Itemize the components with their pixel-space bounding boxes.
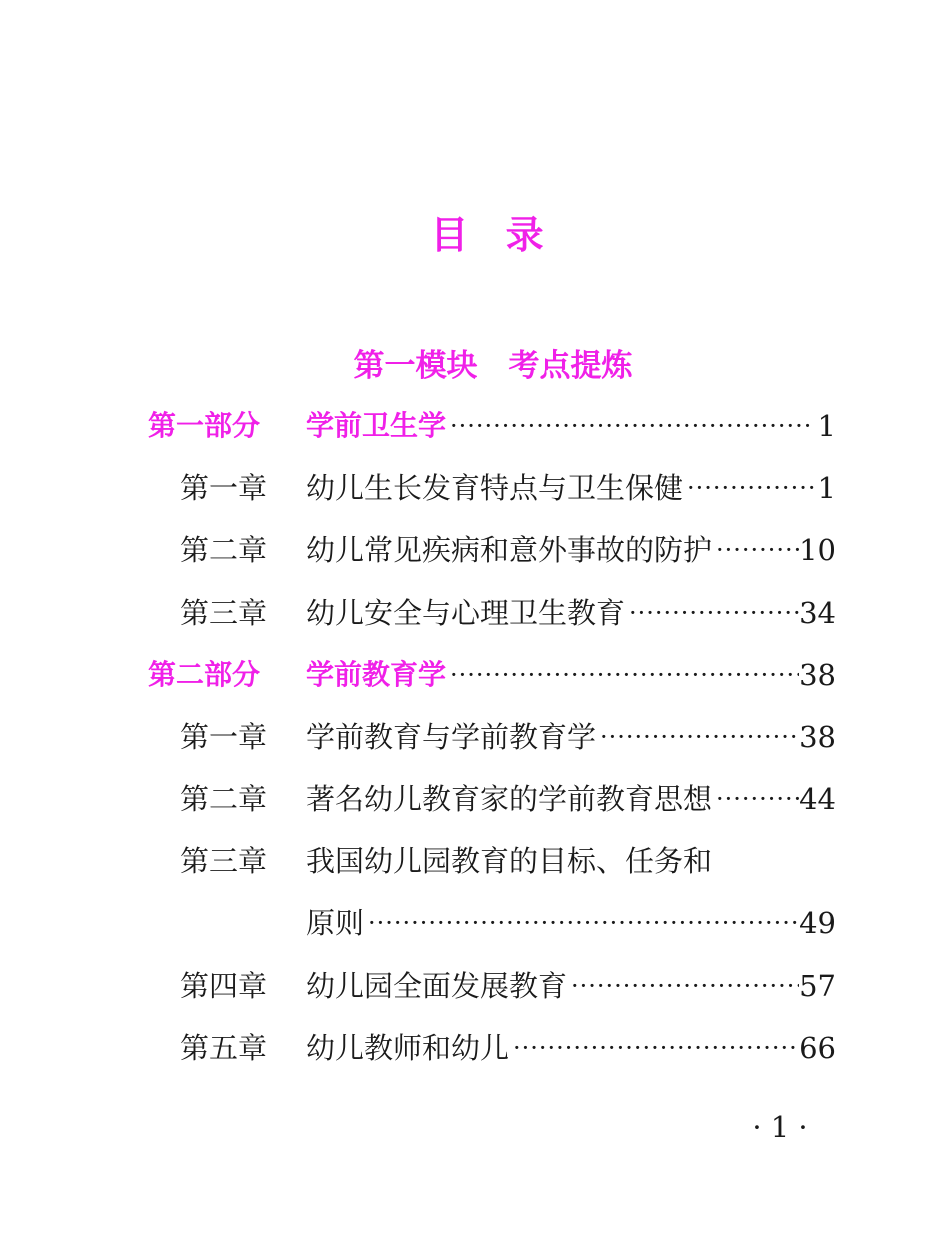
toc-entry-chapter[interactable]	[180, 966, 836, 1006]
entry-page: 44	[799, 782, 836, 816]
dot-leader	[567, 966, 799, 1006]
toc-entry-part-1[interactable]	[148, 406, 836, 446]
dot-leader	[596, 717, 799, 757]
entry-label: 第一章	[180, 720, 268, 754]
toc-entry-chapter[interactable]	[180, 468, 836, 508]
entry-title: 幼儿教师和幼儿	[306, 1031, 510, 1065]
toc-entry-part-2[interactable]	[148, 655, 836, 695]
dot-leader	[683, 468, 814, 508]
entry-page: 38	[799, 658, 836, 692]
entry-label: 第一部分	[148, 409, 261, 442]
dot-leader	[625, 593, 799, 633]
entry-label: 第二章	[180, 533, 268, 567]
entry-page: 38	[799, 720, 836, 754]
entry-page: 34	[799, 596, 836, 630]
entry-label: 第二章	[180, 782, 268, 816]
entry-title: 我国幼儿园教育的目标、任务和	[306, 844, 713, 878]
entry-title: 学前教育学	[306, 658, 447, 691]
toc-entry-chapter[interactable]	[180, 593, 836, 633]
toc-title: 目 录	[430, 213, 556, 257]
entry-page: 57	[799, 969, 836, 1003]
toc-entry-chapter[interactable]	[180, 1028, 836, 1068]
dot-leader	[509, 1028, 799, 1068]
entry-label: 第三章	[180, 596, 268, 630]
dot-leader	[364, 903, 799, 943]
dot-leader	[446, 655, 799, 695]
entry-label: 第三章	[180, 844, 268, 878]
dot-leader	[712, 779, 799, 819]
entry-page: 49	[799, 906, 836, 940]
entry-page: 1	[817, 409, 836, 443]
entry-page: 66	[799, 1031, 836, 1065]
toc-entry-continuation[interactable]	[306, 903, 836, 943]
entry-label: 第一章	[180, 471, 268, 505]
toc-entry-chapter[interactable]	[180, 717, 836, 757]
entry-title: 幼儿常见疾病和意外事故的防护	[306, 533, 713, 567]
entry-title: 幼儿生长发育特点与卫生保健	[306, 471, 684, 505]
module-title: 第一模块 考点提炼	[353, 348, 633, 384]
toc-entry-chapter[interactable]	[180, 530, 836, 570]
entry-title: 著名幼儿教育家的学前教育思想	[306, 782, 713, 816]
entry-page: 10	[799, 533, 836, 567]
entry-title-continued: 原则	[306, 906, 365, 940]
dot-leader	[446, 406, 814, 446]
entry-label: 第二部分	[148, 658, 261, 691]
entry-label: 第五章	[180, 1031, 268, 1065]
entry-label: 第四章	[180, 969, 268, 1003]
entry-title: 学前教育与学前教育学	[306, 720, 597, 754]
entry-title: 幼儿园全面发展教育	[306, 969, 568, 1003]
footer-page-number: · 1 ·	[752, 1110, 808, 1144]
entry-title: 学前卫生学	[306, 409, 447, 442]
entry-page: 1	[817, 471, 836, 505]
entry-title: 幼儿安全与心理卫生教育	[306, 596, 626, 630]
dot-leader	[712, 530, 799, 570]
toc-entry-chapter[interactable]	[180, 841, 836, 881]
toc-entry-chapter[interactable]	[180, 779, 836, 819]
